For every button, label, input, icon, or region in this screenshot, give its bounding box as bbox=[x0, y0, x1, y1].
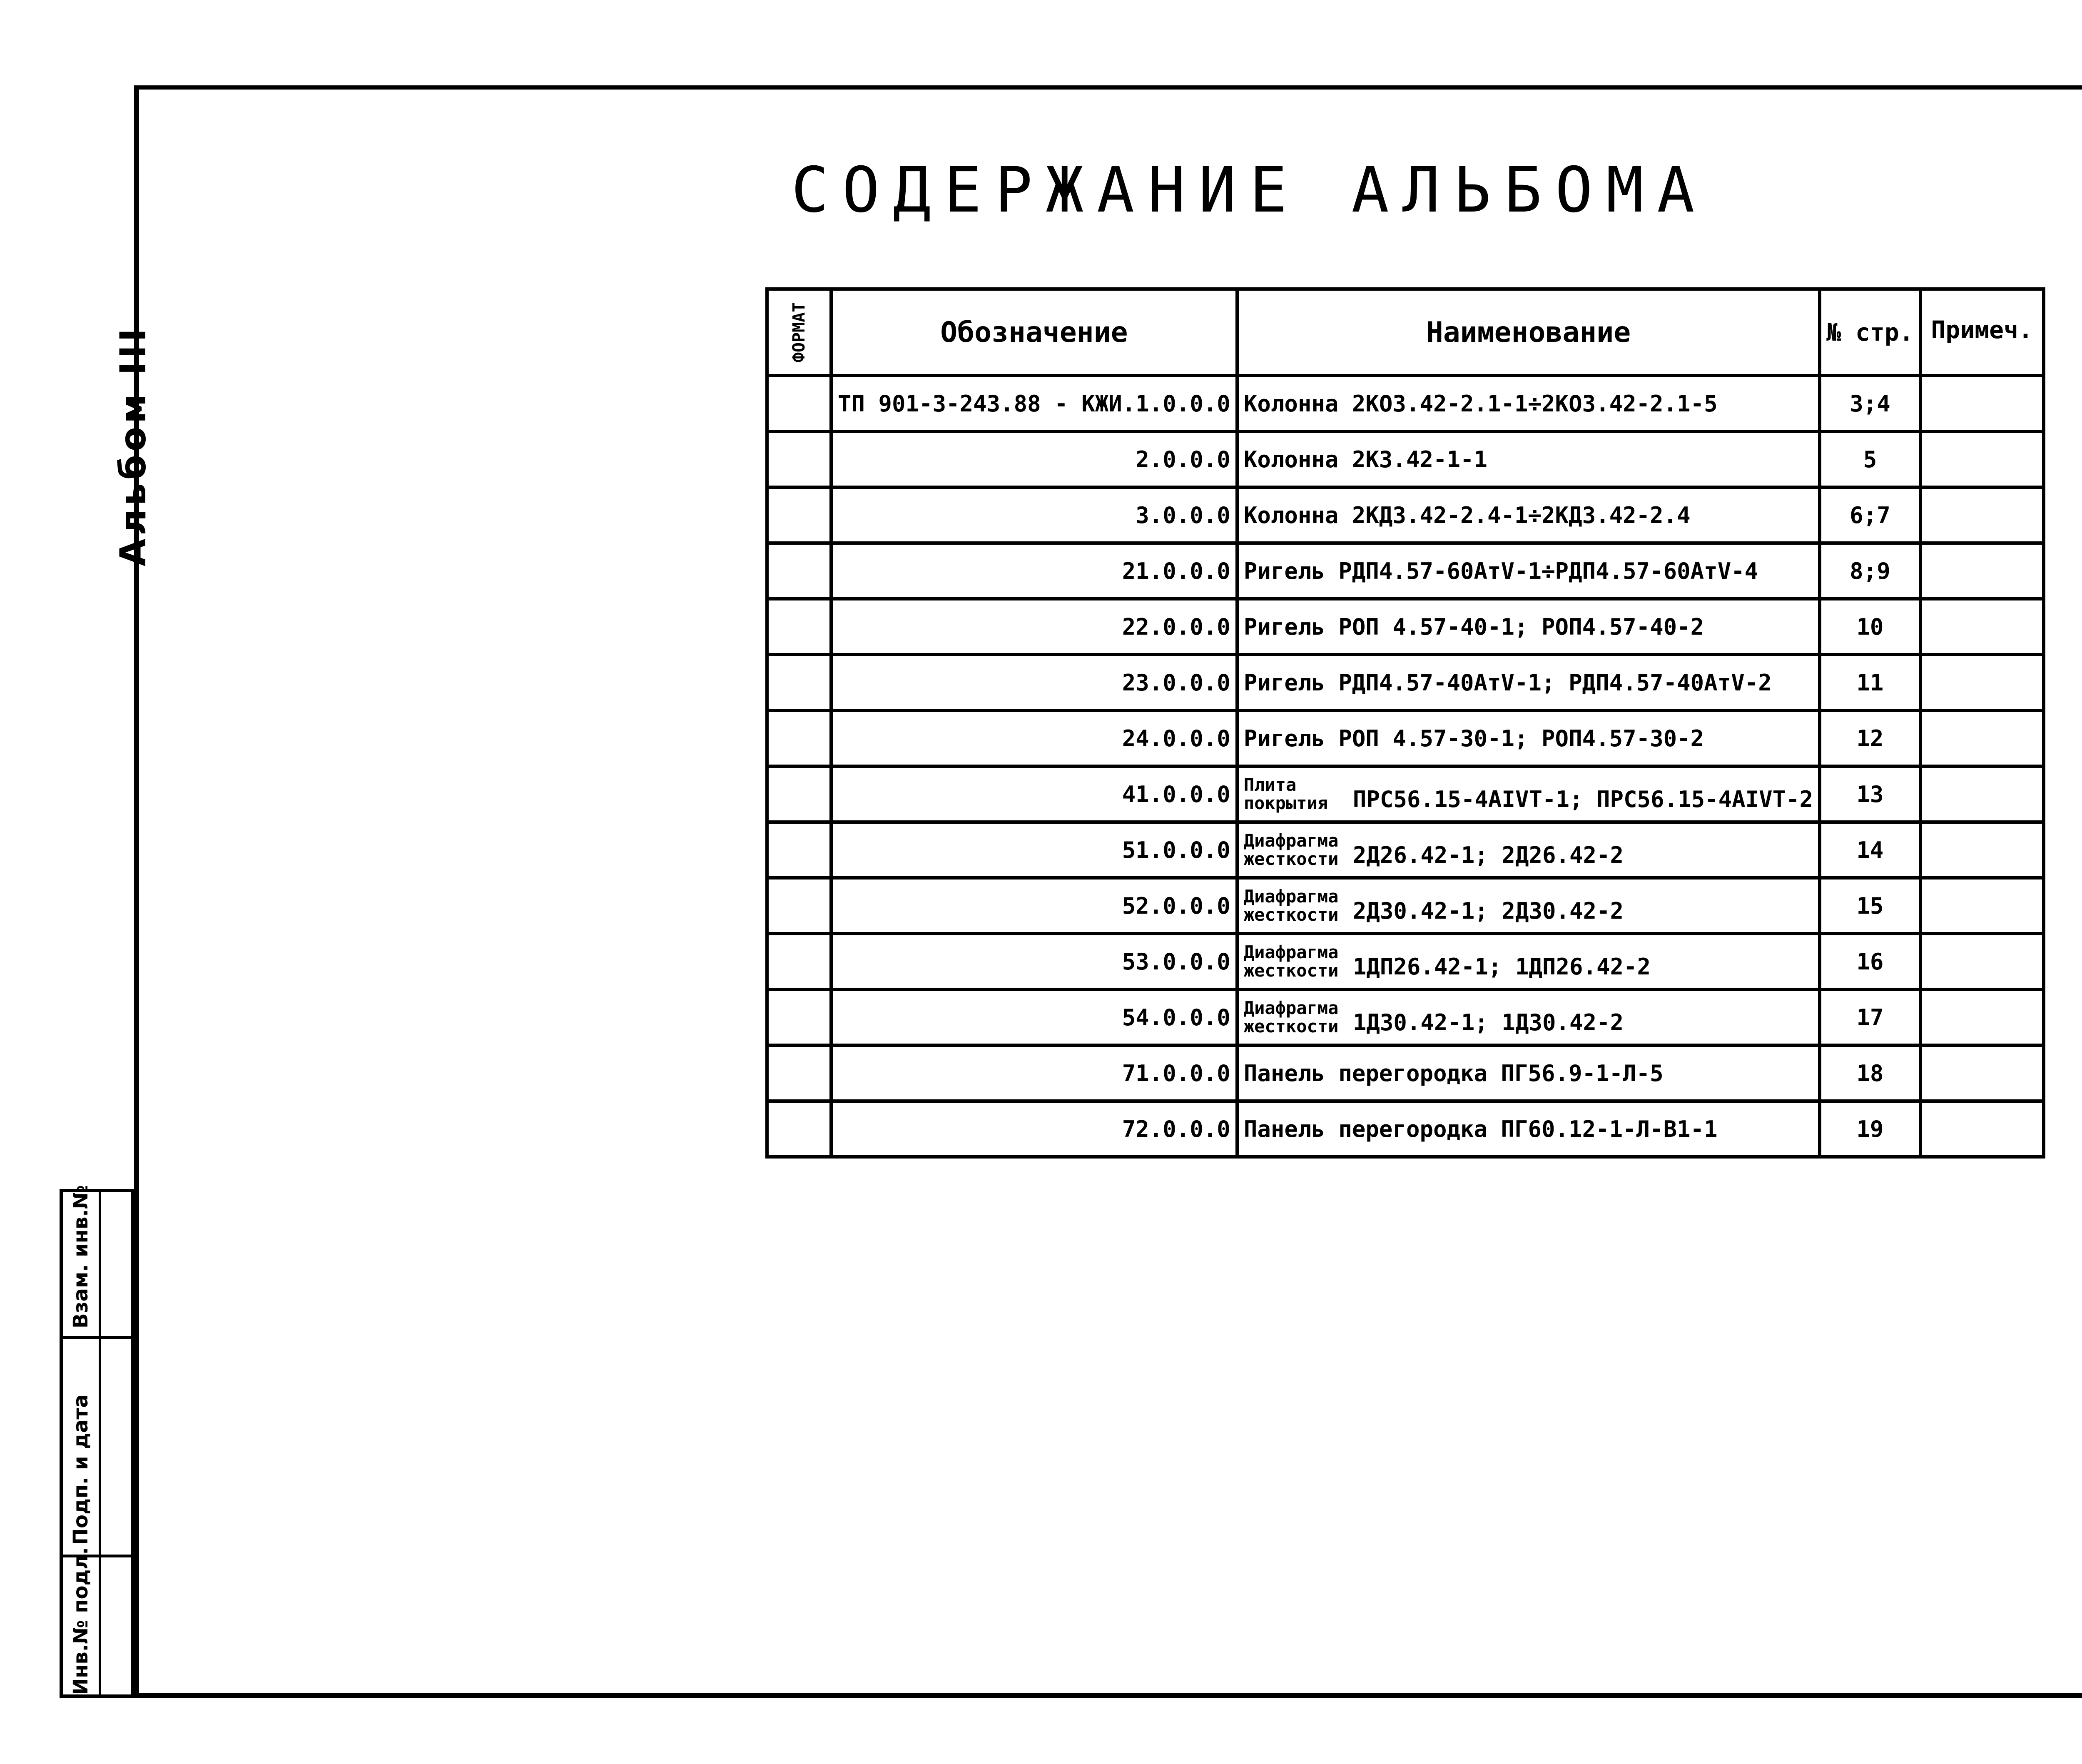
cell-designation: 52.0.0.0 bbox=[831, 878, 1237, 934]
cell-name-lead: Диафрагма жесткости bbox=[1243, 830, 1339, 869]
header-name: Наименование bbox=[1237, 289, 1820, 376]
cell-designation: 51.0.0.0 bbox=[831, 822, 1237, 878]
cell-format bbox=[767, 822, 831, 878]
table-row bbox=[767, 543, 2044, 599]
cell-designation: 72.0.0.0 bbox=[831, 1101, 1237, 1157]
cell-page: 13 bbox=[1820, 766, 1920, 822]
table-header-row bbox=[767, 289, 2044, 376]
cell-name-text: 2Д26.42-1; 2Д26.42-2 bbox=[1352, 842, 1624, 869]
table-row bbox=[767, 1045, 2044, 1101]
table-row bbox=[767, 878, 2044, 934]
cell-name bbox=[1237, 1045, 1820, 1101]
cell-name bbox=[1237, 1101, 1820, 1157]
cell-name-lead: Диафрагма жесткости bbox=[1243, 997, 1339, 1036]
cell-format bbox=[767, 431, 831, 487]
cell-name bbox=[1237, 989, 1820, 1045]
contents-table bbox=[765, 287, 2045, 1159]
table-row bbox=[767, 822, 2044, 878]
table-row bbox=[767, 1101, 2044, 1157]
stamp-podp-data: Подп. и дата bbox=[69, 1394, 92, 1545]
cell-note bbox=[1920, 934, 2044, 989]
cell-designation: 54.0.0.0 bbox=[831, 989, 1237, 1045]
cell-note bbox=[1920, 487, 2044, 543]
table-row bbox=[767, 766, 2044, 822]
cell-page: 19 bbox=[1820, 1101, 1920, 1157]
cell-designation: 21.0.0.0 bbox=[831, 543, 1237, 599]
cell-format bbox=[767, 543, 831, 599]
cell-designation: 53.0.0.0 bbox=[831, 934, 1237, 989]
cell-note bbox=[1920, 599, 2044, 655]
cell-name bbox=[1237, 766, 1820, 822]
cell-note bbox=[1920, 1101, 2044, 1157]
table-row bbox=[767, 989, 2044, 1045]
cell-note bbox=[1920, 878, 2044, 934]
cell-note bbox=[1920, 543, 2044, 599]
cell-name-text: Панель перегородка ПГ60.12-1-Л-В1-1 bbox=[1243, 1116, 1718, 1142]
cell-designation: 22.0.0.0 bbox=[831, 599, 1237, 655]
table-row bbox=[767, 599, 2044, 655]
cell-name-text: 1ДП26.42-1; 1ДП26.42-2 bbox=[1352, 954, 1651, 980]
header-page: № стр. bbox=[1820, 289, 1920, 376]
table-row bbox=[767, 431, 2044, 487]
cell-page: 16 bbox=[1820, 934, 1920, 989]
cell-format bbox=[767, 655, 831, 710]
stamp-divider-vertical bbox=[99, 1192, 101, 1694]
cell-name-text: ПРС56.15-4АIVТ-1; ПРС56.15-4АIVТ-2 bbox=[1352, 786, 1813, 813]
cell-name bbox=[1237, 431, 1820, 487]
cell-format bbox=[767, 989, 831, 1045]
cell-format bbox=[767, 599, 831, 655]
cell-page: 11 bbox=[1820, 655, 1920, 710]
page-title: СОДЕРЖАНИЕ АЛЬБОМА bbox=[791, 154, 1708, 227]
cell-name-text: Колонна 2К3.42-1-1 bbox=[1243, 446, 1488, 473]
table-row bbox=[767, 710, 2044, 766]
cell-format bbox=[767, 878, 831, 934]
cell-format bbox=[767, 1101, 831, 1157]
table-row bbox=[767, 934, 2044, 989]
cell-note bbox=[1920, 822, 2044, 878]
cell-name-text: Ригель РОП 4.57-30-1; РОП4.57-30-2 bbox=[1243, 725, 1704, 752]
cell-format bbox=[767, 1045, 831, 1101]
cell-name bbox=[1237, 543, 1820, 599]
cell-name-text: 1Д30.42-1; 1Д30.42-2 bbox=[1352, 1009, 1624, 1036]
cell-name-text: Панель перегородка ПГ56.9-1-Л-5 bbox=[1243, 1060, 1664, 1086]
cell-name bbox=[1237, 376, 1820, 431]
cell-name bbox=[1237, 822, 1820, 878]
cell-note bbox=[1920, 376, 2044, 431]
table-row bbox=[767, 376, 2044, 431]
cell-name-text: Колонна 2КО3.42-2.1-1÷2КО3.42-2.1-5 bbox=[1243, 390, 1718, 417]
cell-page: 17 bbox=[1820, 989, 1920, 1045]
cell-designation: 23.0.0.0 bbox=[831, 655, 1237, 710]
cell-designation: 71.0.0.0 bbox=[831, 1045, 1237, 1101]
cell-note bbox=[1920, 655, 2044, 710]
cell-name-lead: Диафрагма жесткости bbox=[1243, 886, 1339, 925]
cell-page: 12 bbox=[1820, 710, 1920, 766]
cell-name-text: Ригель РДП4.57-60АтV-1÷РДП4.57-60АтV-4 bbox=[1243, 558, 1758, 584]
cell-designation: 3.0.0.0 bbox=[831, 487, 1237, 543]
stamp-inv-podl: Инв.№ подл. bbox=[69, 1547, 92, 1695]
cell-name bbox=[1237, 599, 1820, 655]
cell-name-lead: Диафрагма жесткости bbox=[1243, 942, 1339, 981]
stamp-vzam-inv: Взам. инв.№ bbox=[69, 1185, 92, 1328]
header-designation: Обозначение bbox=[831, 289, 1237, 376]
cell-name-text: 2Д30.42-1; 2Д30.42-2 bbox=[1352, 898, 1624, 924]
cell-format bbox=[767, 487, 831, 543]
table-row bbox=[767, 655, 2044, 710]
cell-name bbox=[1237, 934, 1820, 989]
cell-page: 3;4 bbox=[1820, 376, 1920, 431]
cell-page: 15 bbox=[1820, 878, 1920, 934]
header-format: ФОРМАТ bbox=[767, 289, 831, 376]
cell-page: 14 bbox=[1820, 822, 1920, 878]
cell-page: 18 bbox=[1820, 1045, 1920, 1101]
cell-designation: ТП 901-3-243.88 - КЖИ.1.0.0.0 bbox=[831, 376, 1237, 431]
cell-designation: 24.0.0.0 bbox=[831, 710, 1237, 766]
cell-page: 10 bbox=[1820, 599, 1920, 655]
cell-format bbox=[767, 376, 831, 431]
album-label: Альбом III bbox=[112, 325, 154, 566]
cell-name-lead: Плита покрытия bbox=[1243, 774, 1328, 813]
stamp-divider bbox=[63, 1336, 131, 1339]
cell-note bbox=[1920, 766, 2044, 822]
cell-page: 8;9 bbox=[1820, 543, 1920, 599]
cell-page: 6;7 bbox=[1820, 487, 1920, 543]
cell-designation: 41.0.0.0 bbox=[831, 766, 1237, 822]
cell-name-text: Ригель РДП4.57-40АтV-1; РДП4.57-40АтV-2 bbox=[1243, 669, 1772, 696]
cell-page: 5 bbox=[1820, 431, 1920, 487]
header-note: Примеч. bbox=[1920, 289, 2044, 376]
table-row bbox=[767, 487, 2044, 543]
cell-format bbox=[767, 766, 831, 822]
cell-name bbox=[1237, 655, 1820, 710]
cell-name bbox=[1237, 878, 1820, 934]
cell-name bbox=[1237, 710, 1820, 766]
cell-name-text: Ригель РОП 4.57-40-1; РОП4.57-40-2 bbox=[1243, 613, 1704, 640]
cell-note bbox=[1920, 710, 2044, 766]
cell-format bbox=[767, 710, 831, 766]
cell-note bbox=[1920, 1045, 2044, 1101]
cell-note bbox=[1920, 989, 2044, 1045]
cell-name-text: Колонна 2КД3.42-2.4-1÷2КД3.42-2.4 bbox=[1243, 502, 1691, 528]
cell-designation: 2.0.0.0 bbox=[831, 431, 1237, 487]
cell-note bbox=[1920, 431, 2044, 487]
cell-name bbox=[1237, 487, 1820, 543]
cell-format bbox=[767, 934, 831, 989]
